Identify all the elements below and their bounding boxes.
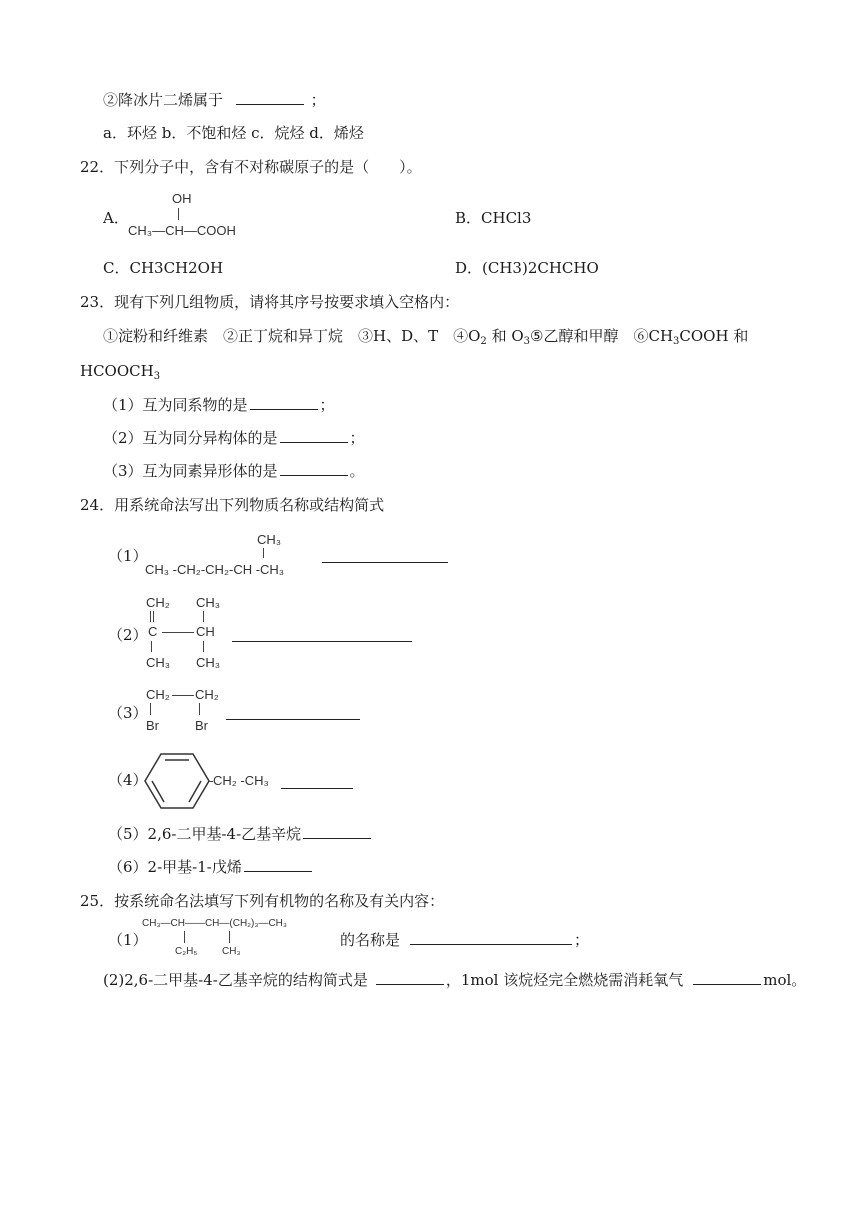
q24-item4-label: （4） bbox=[108, 771, 148, 789]
bromine-label: Br bbox=[195, 718, 208, 733]
bond-line bbox=[184, 931, 185, 943]
ch3-label: CH₃ bbox=[146, 655, 171, 670]
q23-sub2-text: （2）互为同分异构体的是 bbox=[103, 429, 278, 447]
q23-items-part3: COOH 和 bbox=[679, 327, 749, 345]
bromine-label: Br bbox=[146, 718, 159, 733]
q24-item3-label: （3） bbox=[108, 704, 148, 722]
ch3-label: CH₃ bbox=[196, 655, 221, 670]
q21-answer-blank[interactable] bbox=[236, 90, 304, 105]
ch2-label: CH₂ bbox=[146, 687, 170, 702]
q23-sub1-blank[interactable] bbox=[250, 395, 318, 410]
q25-item2-text-b: ，1mol 该烷烃完全燃烧需消耗氧气 bbox=[445, 971, 684, 989]
q21-part2-text: ②降冰片二烯属于 bbox=[103, 91, 224, 109]
q24-item3-structure bbox=[146, 688, 226, 736]
q23-sub3-text: （3）互为同素异形体的是 bbox=[103, 462, 278, 480]
q23-sub3-blank[interactable] bbox=[280, 461, 348, 476]
q23-items-line2 bbox=[80, 361, 160, 387]
q25-item2-text-c: mol。 bbox=[763, 971, 807, 989]
q24-item1-blank[interactable] bbox=[322, 548, 448, 563]
q25-item2 bbox=[103, 970, 806, 990]
q24-item6-text: （6）2-甲基-1-戊烯 bbox=[108, 858, 242, 876]
bond-line bbox=[203, 641, 204, 652]
bond-line bbox=[203, 611, 204, 622]
bond-line bbox=[178, 208, 179, 220]
chain-label: CH₃—CH——CH—(CH₂)₃—CH₃ bbox=[142, 918, 287, 929]
q25-item2-text-a: (2)2,6-二甲基-4-乙基辛烷的结构简式是 bbox=[103, 971, 368, 989]
q24-item2-blank[interactable] bbox=[232, 627, 412, 642]
ch3-label: CH₃ bbox=[196, 595, 221, 610]
hydroxyl-label: OH bbox=[172, 191, 192, 206]
bond-line bbox=[263, 548, 264, 558]
q22-option-b: B．CHCl3 bbox=[455, 209, 532, 227]
q25-item1-end: ； bbox=[574, 931, 590, 949]
q23-sub2-blank[interactable] bbox=[280, 428, 348, 443]
q25-item1 bbox=[340, 930, 589, 950]
q25-item1-label: （1） bbox=[108, 931, 148, 949]
q24-item6-blank[interactable] bbox=[244, 857, 312, 872]
q23-ch3-sub: 3 bbox=[673, 336, 680, 347]
q21-options: a．环烃 b．不饱和烃 c．烷烃 d．烯烃 bbox=[103, 124, 364, 142]
bond-line bbox=[151, 641, 152, 652]
methyl-label: CH₃ bbox=[222, 946, 241, 957]
q24-item5-text: （5）2,6-二甲基-4-乙基辛烷 bbox=[108, 825, 302, 843]
q24-item5-blank[interactable] bbox=[303, 824, 371, 839]
q23-sub1-end: ； bbox=[319, 396, 335, 414]
q23-o2-sub: 2 bbox=[480, 336, 487, 347]
q21-part2 bbox=[103, 90, 326, 110]
q23-sub2-end: ； bbox=[349, 429, 365, 447]
q23-sub1-text: （1）互为同系物的是 bbox=[103, 396, 248, 414]
q24-item4-blank[interactable] bbox=[281, 774, 353, 789]
ethyl-label: C₂H₅ bbox=[175, 946, 198, 957]
bond-line bbox=[150, 703, 151, 715]
chain-label: CH₃—CH—COOH bbox=[128, 223, 236, 238]
ch2-label: CH₂ bbox=[146, 595, 170, 610]
q25-stem: 25．按系统命名法填写下列有机物的名称及有关内容： bbox=[80, 892, 445, 910]
q23-sub2 bbox=[103, 428, 365, 448]
q21-part2-end: ； bbox=[310, 91, 326, 109]
q24-item2-label: （2） bbox=[108, 626, 148, 644]
q25-item1-text: 的名称是 bbox=[340, 931, 401, 949]
bond-line bbox=[199, 703, 200, 715]
ch2-label: CH₂ bbox=[195, 687, 219, 702]
q24-item3-blank[interactable] bbox=[226, 705, 360, 720]
q25-item1-structure bbox=[142, 917, 342, 963]
q23-and: 和 O bbox=[486, 327, 524, 345]
q22-option-a-structure bbox=[128, 192, 268, 244]
q22-option-d: D．(CH3)2CHCHO bbox=[455, 259, 599, 277]
q23-hcooch: HCOOCH bbox=[80, 362, 154, 380]
q23-items-part1: ①淀粉和纤维素 ②正丁烷和异丁烷 ③H、D、T ④O bbox=[103, 327, 481, 345]
q23-items bbox=[103, 326, 748, 352]
ch-label: CH bbox=[196, 624, 215, 639]
q23-hcooch3-sub: 3 bbox=[153, 371, 161, 382]
q25-item1-blank[interactable] bbox=[410, 930, 572, 945]
benzene-ring-icon bbox=[143, 752, 213, 810]
chain-label: CH₂ -CH₃ bbox=[213, 773, 269, 788]
q23-sub3 bbox=[103, 461, 365, 481]
carbon-label: C bbox=[148, 624, 158, 639]
q23-o3-sub: 3 bbox=[523, 336, 531, 347]
q24-item6 bbox=[108, 857, 314, 877]
q23-stem: 23．现有下列几组物质，请将其序号按要求填入空格内： bbox=[80, 293, 460, 311]
q24-item2-structure bbox=[146, 596, 236, 672]
q23-items-part2: ⑤乙醇和甲醇 ⑥CH bbox=[530, 327, 674, 345]
bond-line bbox=[162, 632, 194, 633]
q24-item1-structure bbox=[145, 533, 325, 581]
chain-label: CH₃ -CH₂-CH₂-CH -CH₃ bbox=[145, 562, 285, 577]
bond-line bbox=[229, 931, 230, 943]
q24-stem: 24．用系统命法写出下列物质名称或结构简式 bbox=[80, 496, 385, 514]
methyl-label: CH₃ bbox=[257, 532, 282, 547]
q23-sub3-end: 。 bbox=[349, 462, 365, 480]
q24-item4-chain bbox=[209, 774, 289, 790]
q25-item2-oxygen-blank[interactable] bbox=[693, 970, 761, 985]
q24-item1-label: （1） bbox=[108, 547, 148, 565]
q22-option-c: C．CH3CH2OH bbox=[103, 259, 224, 277]
q22-stem: 22．下列分子中，含有不对称碳原子的是（ ）。 bbox=[80, 158, 422, 176]
q24-item5 bbox=[108, 824, 373, 844]
bond-line bbox=[172, 695, 194, 696]
double-bond-line bbox=[153, 611, 154, 622]
q23-sub1 bbox=[103, 395, 335, 415]
q22-option-a-label: A． bbox=[103, 209, 129, 227]
q25-item2-formula-blank[interactable] bbox=[376, 970, 444, 985]
double-bond-line bbox=[150, 611, 151, 622]
